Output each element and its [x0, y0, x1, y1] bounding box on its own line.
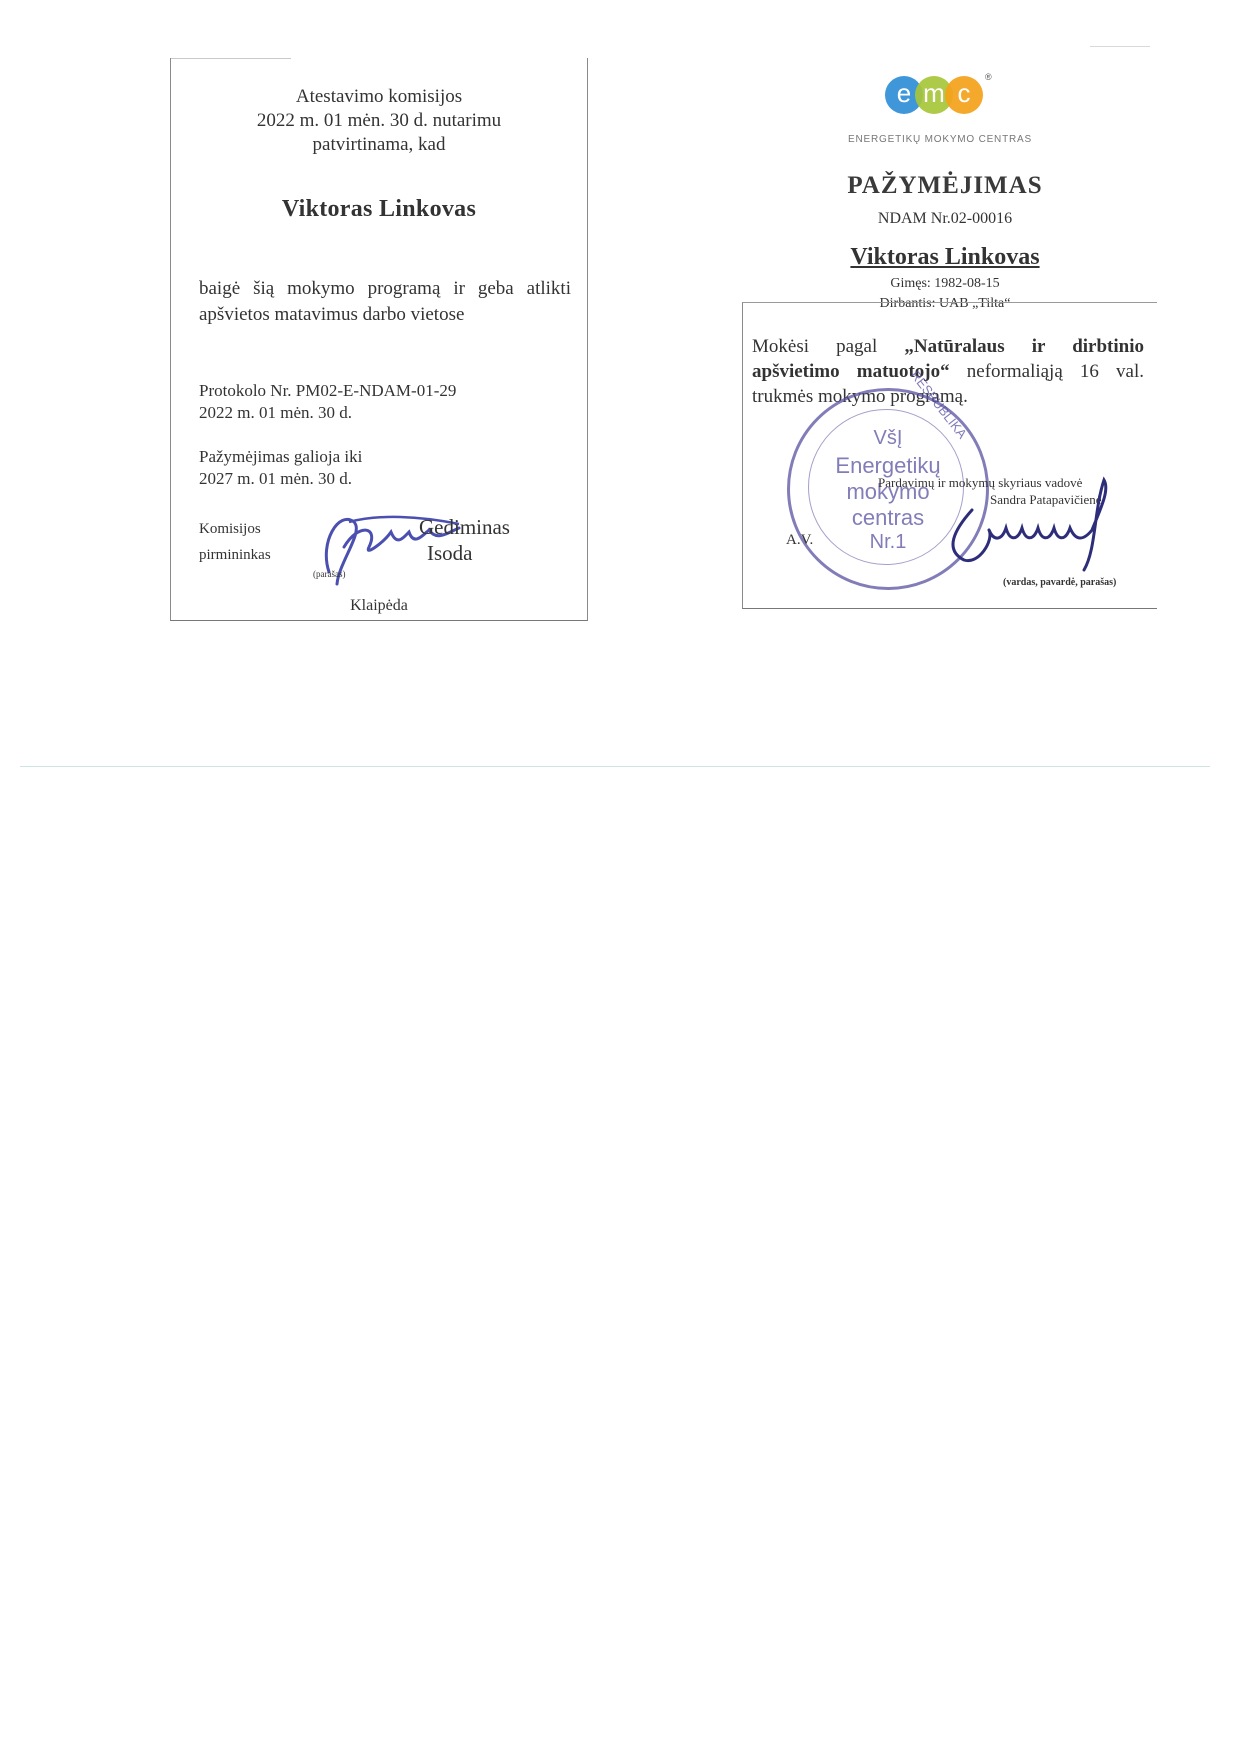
stamp-ring-text: RESPUBLIKA [907, 367, 970, 442]
logo-circle-m: m [915, 76, 953, 114]
validity-date: 2027 m. 01 mėn. 30 d. [199, 469, 352, 488]
chairman-first-name: Gediminas [419, 515, 510, 539]
protocol-date: 2022 m. 01 mėn. 30 d. [199, 403, 352, 422]
registered-mark: ® [985, 72, 992, 82]
course-statement [752, 334, 1144, 409]
stamp-line: Energetikų [835, 453, 941, 478]
manager-title: Pardavimų ir mokymų skyriaus vadovė [878, 475, 1083, 490]
stamp-line: Nr.1 [869, 531, 907, 553]
header-line: 2022 m. 01 mėn. 30 d. nutarimu [256, 110, 502, 131]
completion-line: apšvietos matavimus darbo vietose [199, 304, 465, 325]
scan-line [1090, 46, 1150, 47]
validity-label: Pažymėjimas galioja iki [199, 447, 363, 466]
birth-date: Gimęs: 1982-08-15 [890, 276, 1000, 291]
stamp-line: mokymo [846, 479, 930, 504]
scan-line [20, 766, 1210, 767]
chairman-name [419, 514, 510, 566]
org-name: ENERGETIKŲ MOKYMO CENTRAS [848, 134, 1032, 145]
completion-statement [199, 276, 571, 328]
certificate-title: PAŽYMĖJIMAS [847, 172, 1043, 199]
seal-place-label: A.V. [786, 532, 814, 548]
commission-header [171, 85, 587, 157]
header-line: patvirtinama, kad [312, 134, 446, 155]
manager-signature-image [934, 470, 1134, 580]
header-line: Atestavimo komisijos [295, 86, 463, 107]
protocol-number: Protokolo Nr. PM02-E-NDAM-01-29 [199, 381, 457, 400]
commission-certificate-card [170, 58, 588, 621]
holder-name-right: Viktoras Linkovas [850, 244, 1040, 270]
course-suffix: neformaliąją 16 val. trukmės mokymo programą. [752, 361, 1145, 407]
holder-name: Viktoras Linkovas [281, 196, 477, 222]
certificate-number: NDAM Nr.02-00016 [877, 210, 1013, 227]
city: Klaipėda [350, 597, 408, 614]
logo-circle-c: c [945, 76, 983, 114]
emc-logo [885, 72, 1015, 122]
manager-name: Sandra Patapavičienė [990, 492, 1102, 507]
chairman-last-name: Isoda [427, 541, 473, 565]
signature-caption: (parašas) [313, 569, 346, 579]
logo-circle-e: e [885, 76, 923, 114]
completion-line: baigė šią mokymo programą ir geba atlikti [199, 278, 571, 299]
course-prefix: Mokėsi pagal [752, 336, 878, 357]
stamp-line: centras [851, 505, 925, 530]
signature-caption-right: (vardas, pavardė, parašas) [1003, 577, 1117, 588]
chairman-label-line: Komisijos [199, 521, 261, 537]
validity-info [199, 446, 362, 490]
chairman-label [199, 516, 271, 568]
employer: Dirbantis: UAB „Tilta“ [879, 296, 1011, 311]
card-top-edge [171, 58, 291, 59]
chairman-label-line: pirmininkas [199, 547, 271, 563]
protocol-info [199, 380, 456, 424]
stamp-line: VšĮ [873, 427, 903, 449]
course-title: „Natūralaus ir dirbtinio apšvietimo matuotojo“ [752, 336, 1144, 382]
